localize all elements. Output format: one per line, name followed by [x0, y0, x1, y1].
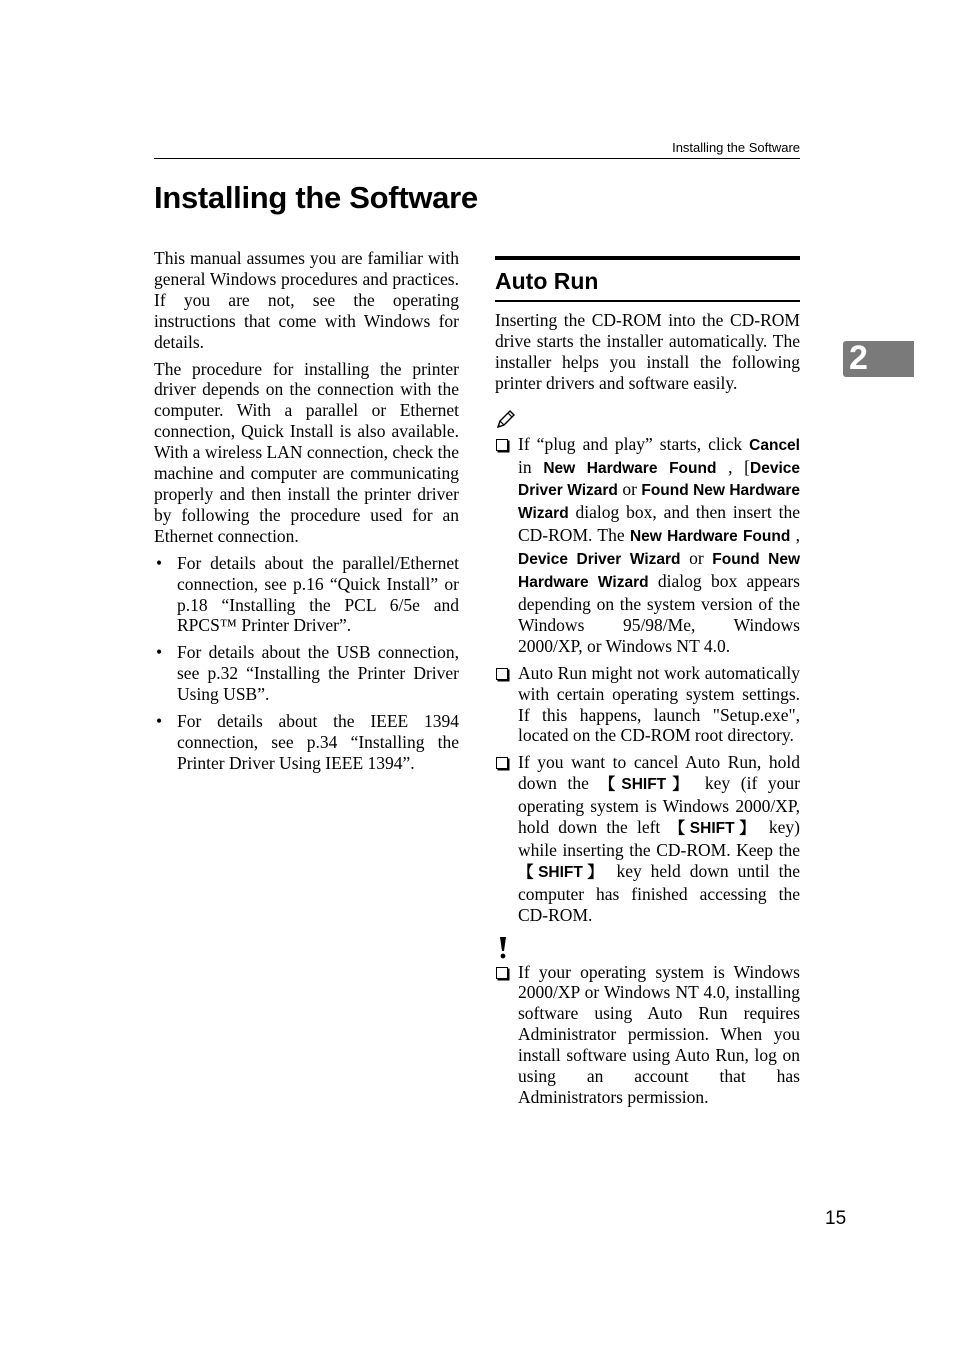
ui-device-driver-wizard-label: Device Driver Wizard — [518, 459, 800, 500]
intro-paragraph: This manual assumes you are familiar with general Windows procedures and practices. If you are not, see the operating instructions that come with Windows for details. — [154, 248, 459, 352]
ui-cancel-label: Cancel — [749, 436, 800, 454]
ui-found-new-hardware-wizard-label: Found New Hardware Wizard — [518, 482, 801, 523]
shift-key-label: 【SHIFT】 — [599, 776, 695, 794]
important-list — [495, 962, 800, 1108]
note-item-cancel-auto-run: If you want to cancel Auto Run, hold down the 【SHIFT】 key (if your operating system is Windows 2000/XP, hold down the left 【SHIFT】 key) while inserting the CD-ROM. Keep the 【SHIFT】 key held down until the computer has finished accessing the CD-ROM. — [495, 752, 800, 925]
running-header: Installing the Software — [672, 140, 800, 155]
checkbox-icon — [496, 439, 508, 451]
chapter-number: 2 — [849, 339, 868, 377]
page-title: Installing the Software — [154, 180, 478, 215]
shift-key-label: 【SHIFT】 — [518, 863, 608, 881]
section-rule-bottom — [495, 300, 800, 302]
section-title-auto-run: Auto Run — [495, 268, 599, 294]
note-item-plug-and-play: If “plug and play” starts, click Cancel in New Hardware Found , [Device Driver Wizard or Found New Hardware Wizard dialog box, and then insert the CD-ROM. The New Hardware Found , Device Driver Wizard or Found New Hardware Wizard dialog box appears depending on the system version of the Windows 95/98/Me, Windows 2000/XP, or Windows NT 4.0. — [495, 434, 800, 657]
page-number: 15 — [825, 1208, 847, 1229]
ui-device-driver-wizard-label: Device Driver Wizard — [518, 551, 681, 569]
left-column — [154, 248, 459, 780]
checkbox-icon — [496, 668, 508, 680]
exclamation-important-icon — [495, 936, 800, 960]
ui-new-hardware-found-label: New Hardware Found — [543, 459, 717, 477]
section-rule-top — [495, 256, 800, 260]
chapter-tab — [843, 341, 914, 377]
reference-item-ieee1394: • For details about the IEEE 1394 connection, see p.34 “Installing the Printer Driver Using IEEE 1394”. — [154, 711, 459, 774]
header-rule — [154, 158, 800, 159]
pencil-note-icon — [495, 408, 800, 432]
right-column — [495, 256, 800, 1114]
procedure-paragraph: The procedure for installing the printer driver depends on the connection with the computer. With a parallel or Ethernet connection, Quick Install is also available. With a wireless LAN connection, check the machine and computer are communicating properly and then install the printer driver by following the procedure used for an Ethernet connection. — [154, 358, 459, 546]
ui-new-hardware-found-label: New Hardware Found — [629, 528, 791, 546]
checkbox-icon — [496, 967, 508, 979]
important-item-admin: If your operating system is Windows 2000/XP or Windows NT 4.0, installing software using Auto Run requires Administrator permission. When you install software using Auto Run, log on using an account that has Administrators permission. — [495, 962, 800, 1108]
auto-run-intro: Inserting the CD-ROM into the CD-ROM drive starts the installer automatically. The installer helps you install the following printer drivers and software easily. — [495, 310, 800, 393]
reference-list — [154, 553, 459, 774]
reference-item-parallel: • For details about the parallel/Ethernet connection, see p.16 “Quick Install” or p.18 “Installing the PCL 6/5e and RPCS™ Printer Driver”. — [154, 553, 459, 637]
ui-found-new-hardware-wizard-label: Found New Hardware Wizard — [518, 551, 800, 592]
checkbox-icon — [496, 757, 508, 769]
shift-key-label: 【SHIFT】 — [669, 820, 760, 838]
note-item-auto-run-fail: Auto Run might not work automatically with certain operating system settings. If this happens, launch "Setup.exe", located on the CD-ROM root directory. — [495, 663, 800, 747]
reference-item-usb: • For details about the USB connection, see p.32 “Installing the Printer Driver Using USB”. — [154, 642, 459, 705]
note-list — [495, 434, 800, 926]
